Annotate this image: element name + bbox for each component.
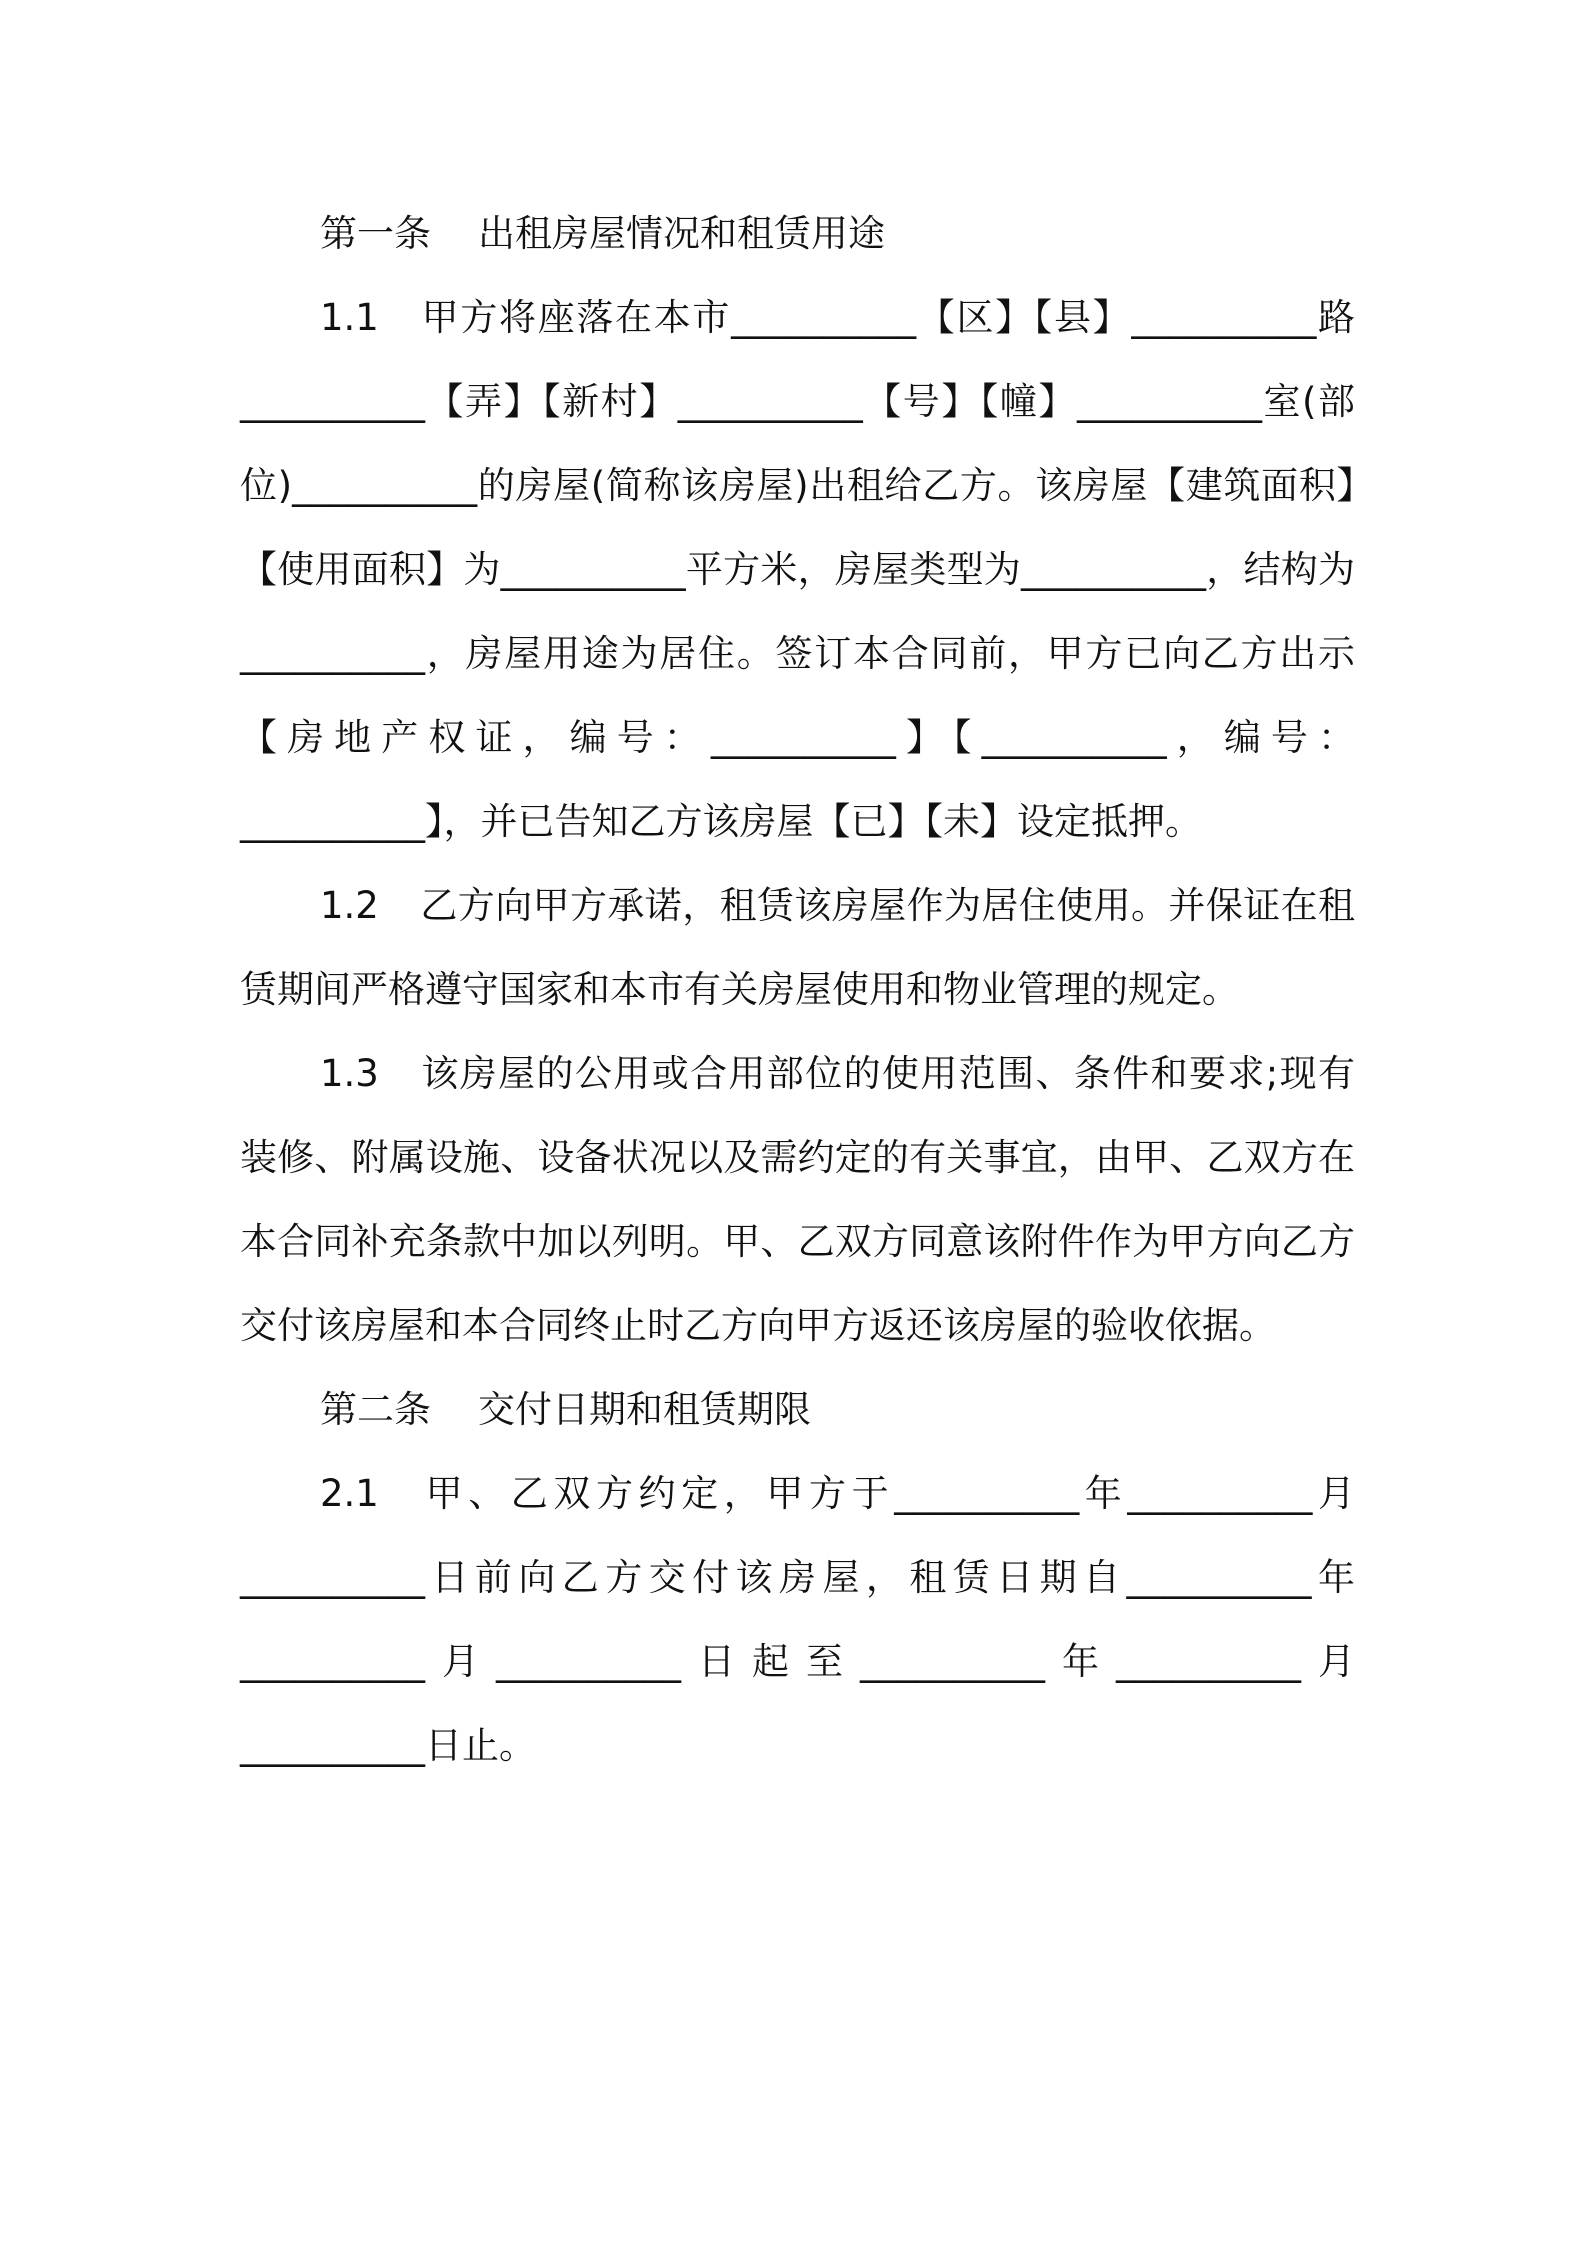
clause-2-1	[240, 1452, 1355, 1788]
clause-number: 1.3	[320, 1052, 379, 1095]
clause-text: 甲方将座落在本市__________【区】【县】__________路__________【弄】【新村】__________【号】【幢】__________室(部位)__________的房屋(简称该房屋)出租给乙方。该房屋【建筑面积】【使用面积】为__________平方米，房屋类型为__________，结构为__________，房屋用途为居住。签订本合同前，甲方已向乙方出示【房地产权证，编号：__________】【__________，编号：__________】，并已告知乙方该房屋【已】【未】设定抵押。	[240, 296, 1355, 843]
clause-text: 甲、乙双方约定，甲方于__________年__________月__________日前向乙方交付该房屋，租赁日期自__________年__________月__________日起至__________年__________月__________日止。	[240, 1472, 1355, 1767]
clause-text: 该房屋的公用或合用部位的使用范围、条件和要求;现有装修、附属设施、设备状况以及需约定的有关事宜，由甲、乙双方在本合同补充条款中加以列明。甲、乙双方同意该附件作为甲方向乙方交付该房屋和本合同终止时乙方向甲方返还该房屋的验收依据。	[240, 1052, 1355, 1347]
clause-1-1	[240, 276, 1355, 864]
clause-number: 2.1	[320, 1472, 379, 1515]
clause-1-2	[240, 864, 1355, 1032]
clause-number: 1.2	[320, 884, 379, 927]
clause-1-3	[240, 1032, 1355, 1368]
contract-page	[240, 192, 1355, 1788]
article-1-heading: 第一条 出租房屋情况和租赁用途	[320, 212, 886, 255]
clause-number: 1.1	[320, 296, 379, 339]
article-2-heading: 第二条 交付日期和租赁期限	[320, 1388, 812, 1431]
clause-text: 乙方向甲方承诺，租赁该房屋作为居住使用。并保证在租赁期间严格遵守国家和本市有关房屋使用和物业管理的规定。	[240, 884, 1355, 1011]
